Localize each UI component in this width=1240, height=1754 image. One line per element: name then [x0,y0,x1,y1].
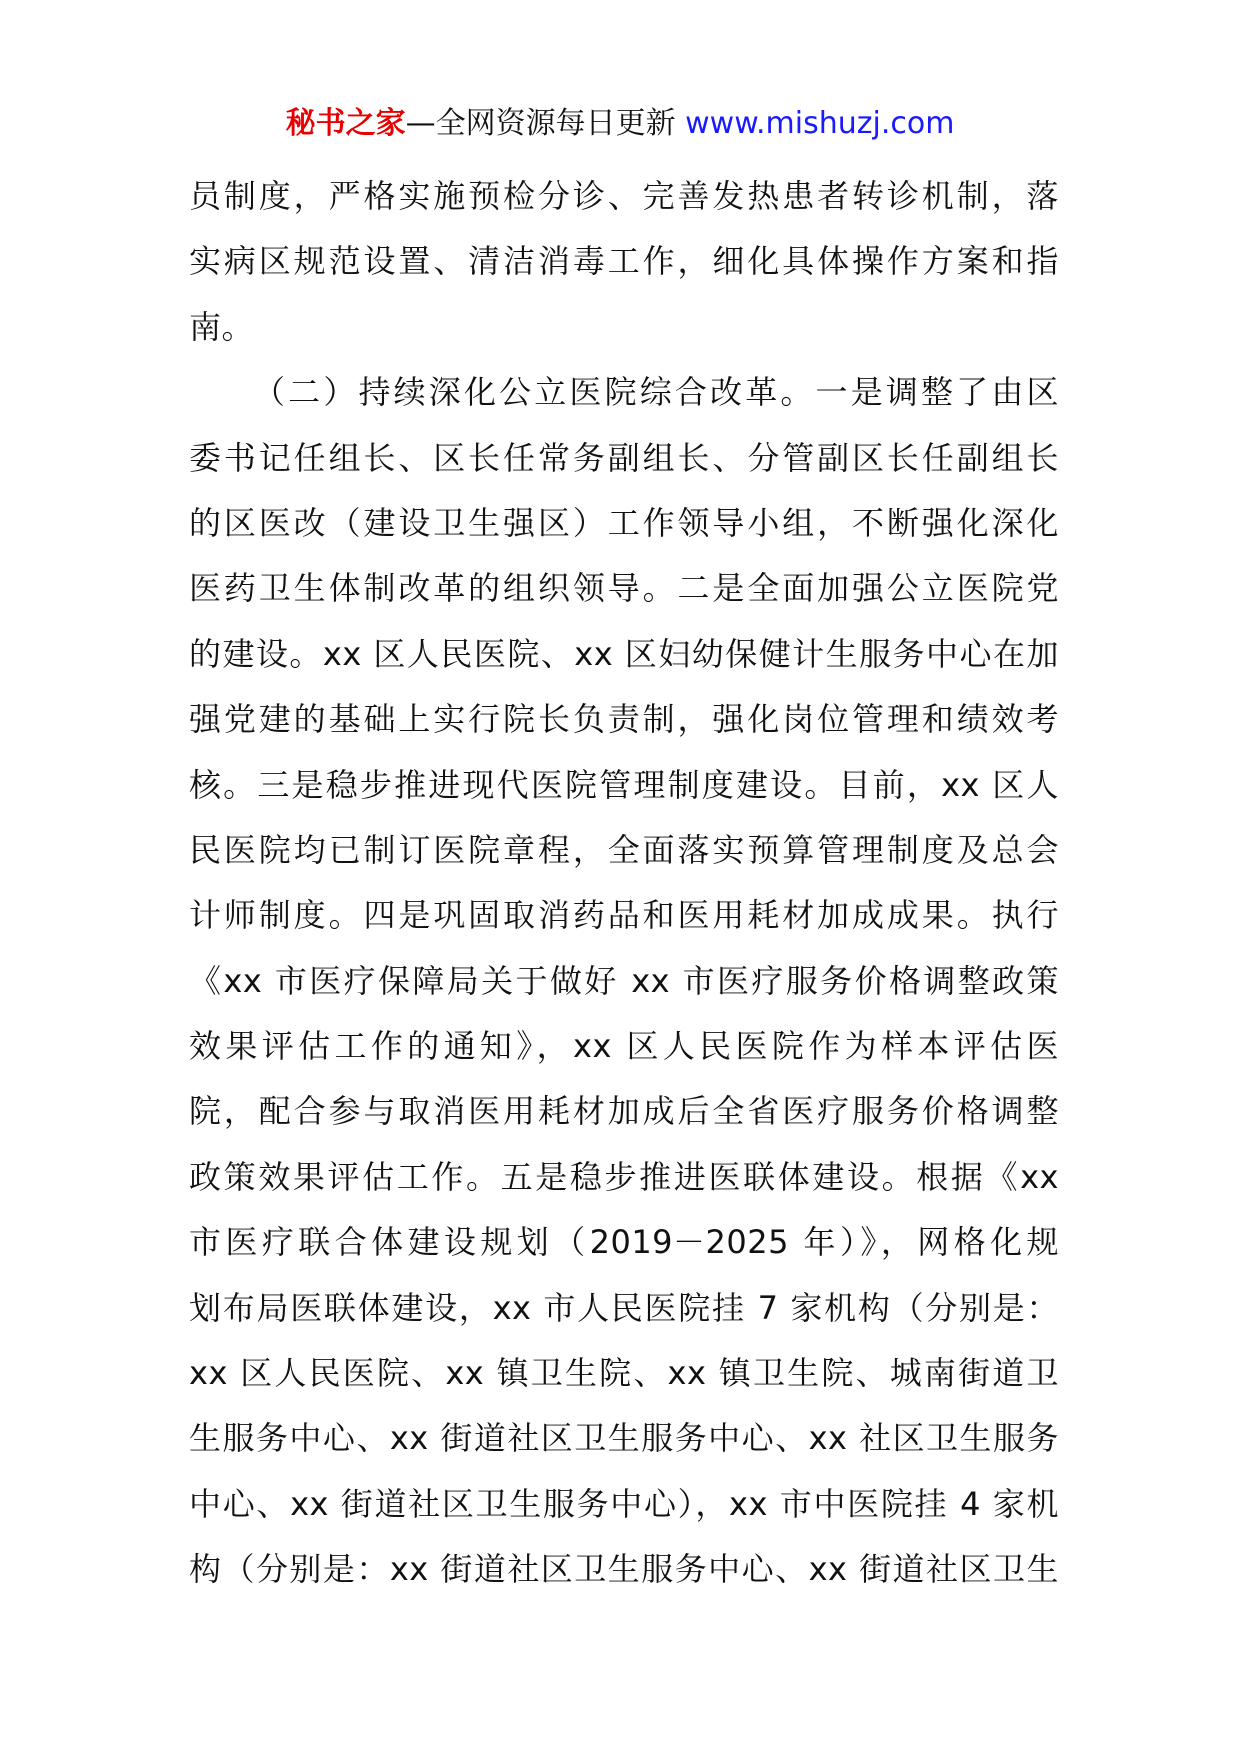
text-line: 生服务中心、xx 街道社区卫生服务中心、xx 社区卫生服务 [189,1419,1059,1458]
text-line: 委书记任组长、区长任常务副组长、分管副区长任副组长 [189,438,1059,477]
text-line: 核。三是稳步推进现代医院管理制度建设。目前，xx 区人 [189,765,1059,804]
text-line: 中心、xx 街道社区卫生服务中心），xx 市中医院挂 4 家机 [189,1484,1059,1523]
text-line: 实病区规范设置、清洁消毒工作，细化具体操作方案和指 [189,242,1059,281]
brand-name: 秘书之家 [285,106,406,141]
text-line: 民医院均已制订医院章程，全面落实预算管理制度及总会 [189,830,1059,869]
header-url-link[interactable]: www.mishuzj.com [685,106,955,141]
text-line: 的区医改（建设卫生强区）工作领导小组，不断强化深化 [189,503,1059,542]
text-line: 强党建的基础上实行院长负责制，强化岗位管理和绩效考 [189,700,1059,739]
text-line: 效果评估工作的通知》，xx 区人民医院作为样本评估医 [189,1027,1059,1066]
document-body [189,164,1059,1603]
page-header [0,98,1240,150]
text-line: xx 区人民医院、xx 镇卫生院、xx 镇卫生院、城南街道卫 [189,1354,1059,1393]
text-line: 《xx 市医疗保障局关于做好 xx 市医疗服务价格调整政策 [189,961,1059,1000]
text-line: 南。 [189,307,255,346]
section-heading-line: （二）持续深化公立医院综合改革。一是调整了由区 [253,373,1059,412]
text-line: 院，配合参与取消医用耗材加成后全省医疗服务价格调整 [189,1092,1059,1131]
text-line: 医药卫生体制改革的组织领导。二是全面加强公立医院党 [189,569,1059,608]
text-line: 的建设。xx 区人民医院、xx 区妇幼保健计生服务中心在加 [189,634,1059,673]
text-line: 划布局医联体建设，xx 市人民医院挂 7 家机构（分别是： [189,1288,1059,1327]
text-line: 计师制度。四是巩固取消药品和医用耗材加成成果。执行 [189,896,1059,935]
text-line: 政策效果评估工作。五是稳步推进医联体建设。根据《xx [189,1157,1059,1196]
text-line: 市医疗联合体建设规划（2019－2025 年）》，网格化规 [189,1223,1059,1262]
header-tagline: —全网资源每日更新 [405,106,676,141]
text-line: 员制度，严格实施预检分诊、完善发热患者转诊机制，落 [189,177,1059,215]
text-line: 构（分别是：xx 街道社区卫生服务中心、xx 街道社区卫生 [189,1550,1059,1589]
